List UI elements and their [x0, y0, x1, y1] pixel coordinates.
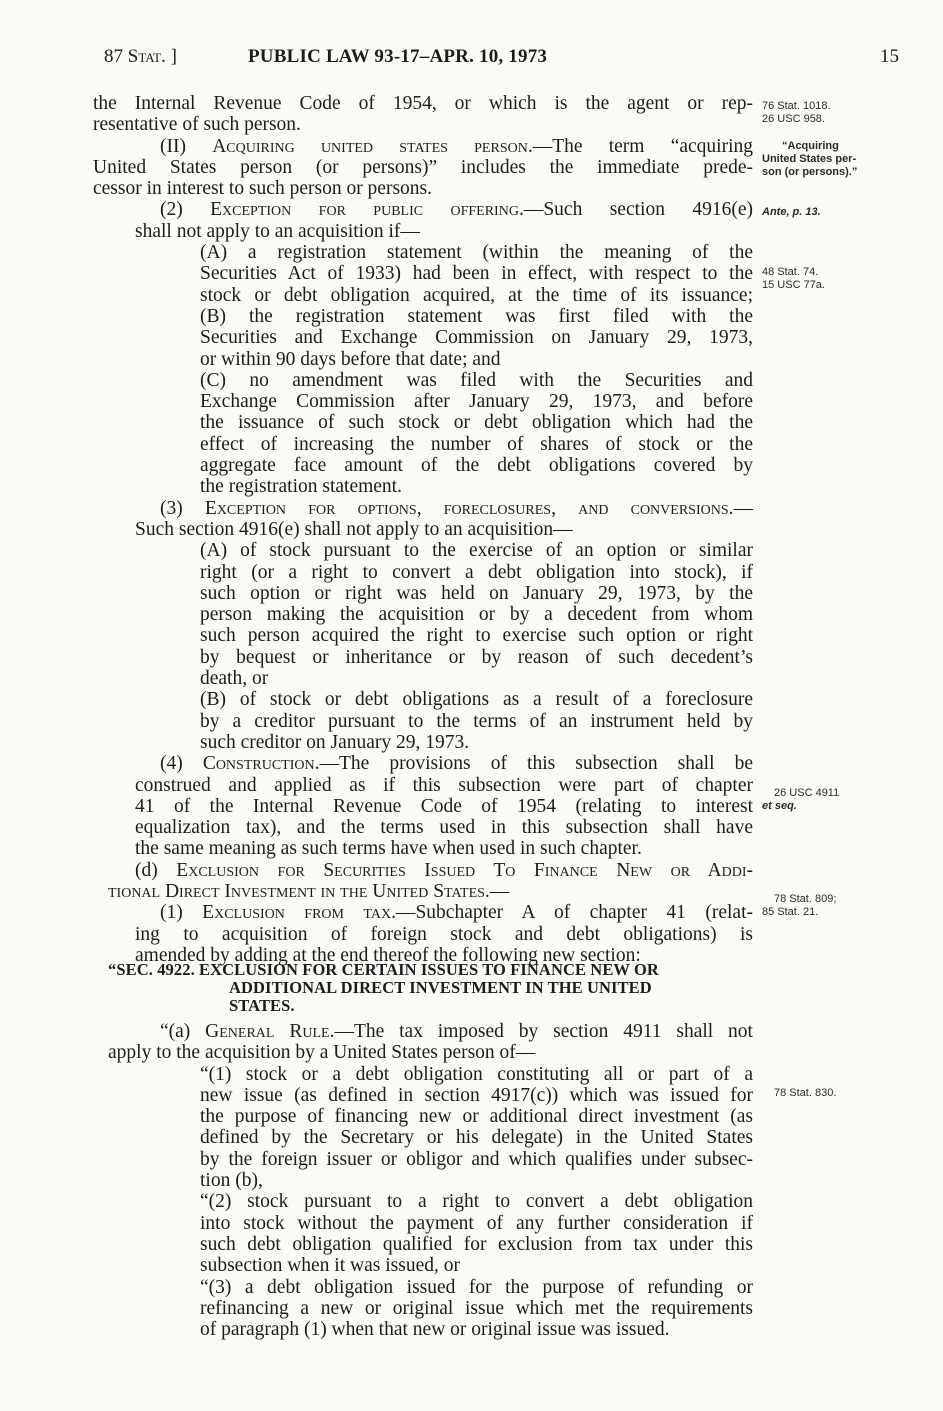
- body-text-part-2: [93, 1021, 753, 1340]
- margin-note-line: son (or persons).”: [762, 166, 858, 178]
- text-line: such creditor on January 29, 1973.: [200, 731, 470, 753]
- text-line: such person acquired the right to exercise such option or right: [200, 625, 753, 647]
- text-line: “(a) General Rule.—The tax imposed by section 4911 shall not: [160, 1021, 753, 1042]
- text-line: (1) Exclusion from tax.—Subchapter A of chapter 41 (relat-: [160, 902, 753, 924]
- text-line: (d) Exclusion for Securities Issued To Finance New or Addi-: [135, 859, 753, 881]
- margin-note-line: 78 Stat. 809;: [774, 893, 837, 905]
- margin-note-line: United States per-: [762, 153, 857, 165]
- margin-note-line: 76 Stat. 1018.: [762, 100, 831, 112]
- margin-note-line: 26 USC 958.: [762, 113, 825, 125]
- text-line: Exchange Commission after January 29, 1973, and before: [200, 391, 753, 413]
- text-line: shall not apply to an acquisition if—: [135, 220, 420, 242]
- body-text-part-1: [93, 93, 753, 966]
- text-line: such debt obligation qualified for exclusion from tax under this: [200, 1233, 753, 1255]
- text-line: United States person (or persons)” includes the immediate prede-: [93, 156, 753, 178]
- text-line: (2) Exception for public offering.—Such section 4916(e): [160, 199, 753, 221]
- text-line: Securities and Exchange Commission on January 29, 1973,: [200, 327, 753, 349]
- margin-note-line: Ante, p. 13.: [762, 206, 821, 218]
- text-line: construed and applied as if this subsection were part of chapter: [135, 774, 753, 796]
- margin-note-definition: [762, 140, 857, 179]
- text-line: ing to acquisition of foreign stock and debt obligations) is: [135, 923, 753, 945]
- text-line: “(3) a debt obligation issued for the purpose of refunding or: [200, 1276, 753, 1298]
- text-line: by the foreign issuer or obligor and which qualifies under subsec-: [200, 1148, 753, 1170]
- text-line: defined by the Secretary or his delegate) in the United States: [200, 1127, 753, 1149]
- text-line: cessor in interest to such person or persons.: [93, 178, 433, 200]
- text-line: (A) of stock pursuant to the exercise of an option or similar: [200, 540, 753, 562]
- text-line: Such section 4916(e) shall not apply to an acquisition—: [135, 518, 573, 540]
- text-line: Securities Act of 1933) had been in effect, with respect to the: [200, 263, 753, 285]
- margin-note: [762, 893, 836, 919]
- margin-note: [762, 100, 831, 126]
- text-line: resentative of such person.: [93, 114, 301, 136]
- text-line: the Internal Revenue Code of 1954, or which is the agent or rep-: [93, 93, 753, 114]
- text-line: effect of increasing the number of shares of stock or the: [200, 433, 753, 455]
- margin-note-line: 48 Stat. 74.: [762, 266, 819, 278]
- text-line: new issue (as defined in section 4917(c)) which was issued for: [200, 1084, 753, 1106]
- section-heading-line: ADDITIONAL DIRECT INVESTMENT IN THE UNITED: [229, 978, 652, 997]
- text-line: (C) no amendment was filed with the Securities and: [200, 369, 753, 391]
- margin-note-line: 26 USC 4911: [774, 787, 840, 799]
- page-number: 15: [880, 46, 899, 67]
- text-line: by a creditor pursuant to the terms of an instrument held by: [200, 710, 753, 732]
- text-line: apply to the acquisition by a United States person of—: [108, 1042, 536, 1064]
- text-line: 41 of the Internal Revenue Code of 1954 (relating to interest: [135, 795, 753, 817]
- margin-note: [762, 1087, 836, 1100]
- text-line: (II) Acquiring united states person.—The term “acquiring: [160, 135, 753, 157]
- text-line: “(1) stock or a debt obligation constituting all or part of a: [200, 1063, 753, 1085]
- margin-note-line: “Acquiring: [782, 140, 839, 152]
- text-line: aggregate face amount of the debt obligations covered by: [200, 455, 753, 477]
- text-line: or within 90 days before that date; and: [200, 348, 501, 370]
- margin-note: [762, 266, 825, 292]
- text-line: (B) the registration statement was first filed with the: [200, 305, 753, 327]
- text-line: into stock without the payment of any further consideration if: [200, 1212, 753, 1234]
- text-line: stock or debt obligation acquired, at the time of its issuance;: [200, 284, 753, 306]
- margin-note: [762, 206, 821, 219]
- text-line: subsection when it was issued, or: [200, 1255, 460, 1277]
- text-line: the registration statement.: [200, 476, 402, 498]
- text-line: (4) Construction.—The provisions of this subsection shall be: [160, 753, 753, 775]
- text-line: equalization tax), and the terms used in this subsection shall have: [135, 817, 753, 839]
- page-title: PUBLIC LAW 93-17–APR. 10, 1973: [248, 46, 548, 67]
- text-line: such option or right was held on January 29, 1973, by the: [200, 582, 753, 604]
- volume-reference: 87 Stat. ]: [104, 46, 177, 67]
- text-line: amended by adding at the end thereof the following new section:: [135, 944, 641, 966]
- text-line: the purpose of financing new or additional direct investment (as: [200, 1106, 753, 1128]
- margin-note: [762, 787, 839, 813]
- margin-note-line: 85 Stat. 21.: [762, 906, 819, 918]
- text-line: tion (b),: [200, 1170, 263, 1192]
- margin-note-line: et seq.: [762, 800, 797, 812]
- section-heading-line: STATES.: [229, 996, 295, 1015]
- text-line: the same meaning as such terms have when used in such chapter.: [135, 838, 642, 860]
- text-line: (B) of stock or debt obligations as a result of a foreclosure: [200, 689, 753, 711]
- section-heading: [93, 961, 753, 1015]
- text-line: (A) a registration statement (within the meaning of the: [200, 242, 753, 264]
- section-heading-line: “SEC. 4922. EXCLUSION FOR CERTAIN ISSUES TO FINANCE NEW OR: [108, 960, 659, 979]
- text-line: tional Direct Investment in the United States.—: [108, 880, 510, 902]
- text-line: of paragraph (1) when that new or original issue was issued.: [200, 1319, 670, 1341]
- text-line: by bequest or inheritance or by reason of such decedent’s: [200, 646, 753, 668]
- margin-note-line: 15 USC 77a.: [762, 279, 825, 291]
- text-line: right (or a right to convert a debt obligation into stock), if: [200, 561, 753, 583]
- text-line: refinancing a new or original issue which met the requirements: [200, 1297, 753, 1319]
- text-line: “(2) stock pursuant to a right to convert a debt obligation: [200, 1191, 753, 1213]
- text-line: person making the acquisition or by a decedent from whom: [200, 604, 753, 626]
- margin-note-line: 78 Stat. 830.: [774, 1087, 837, 1099]
- text-line: (3) Exception for options, foreclosures, and conversions.—: [160, 497, 753, 519]
- text-line: the issuance of such stock or debt obligation which had the: [200, 412, 753, 434]
- text-line: death, or: [200, 668, 269, 690]
